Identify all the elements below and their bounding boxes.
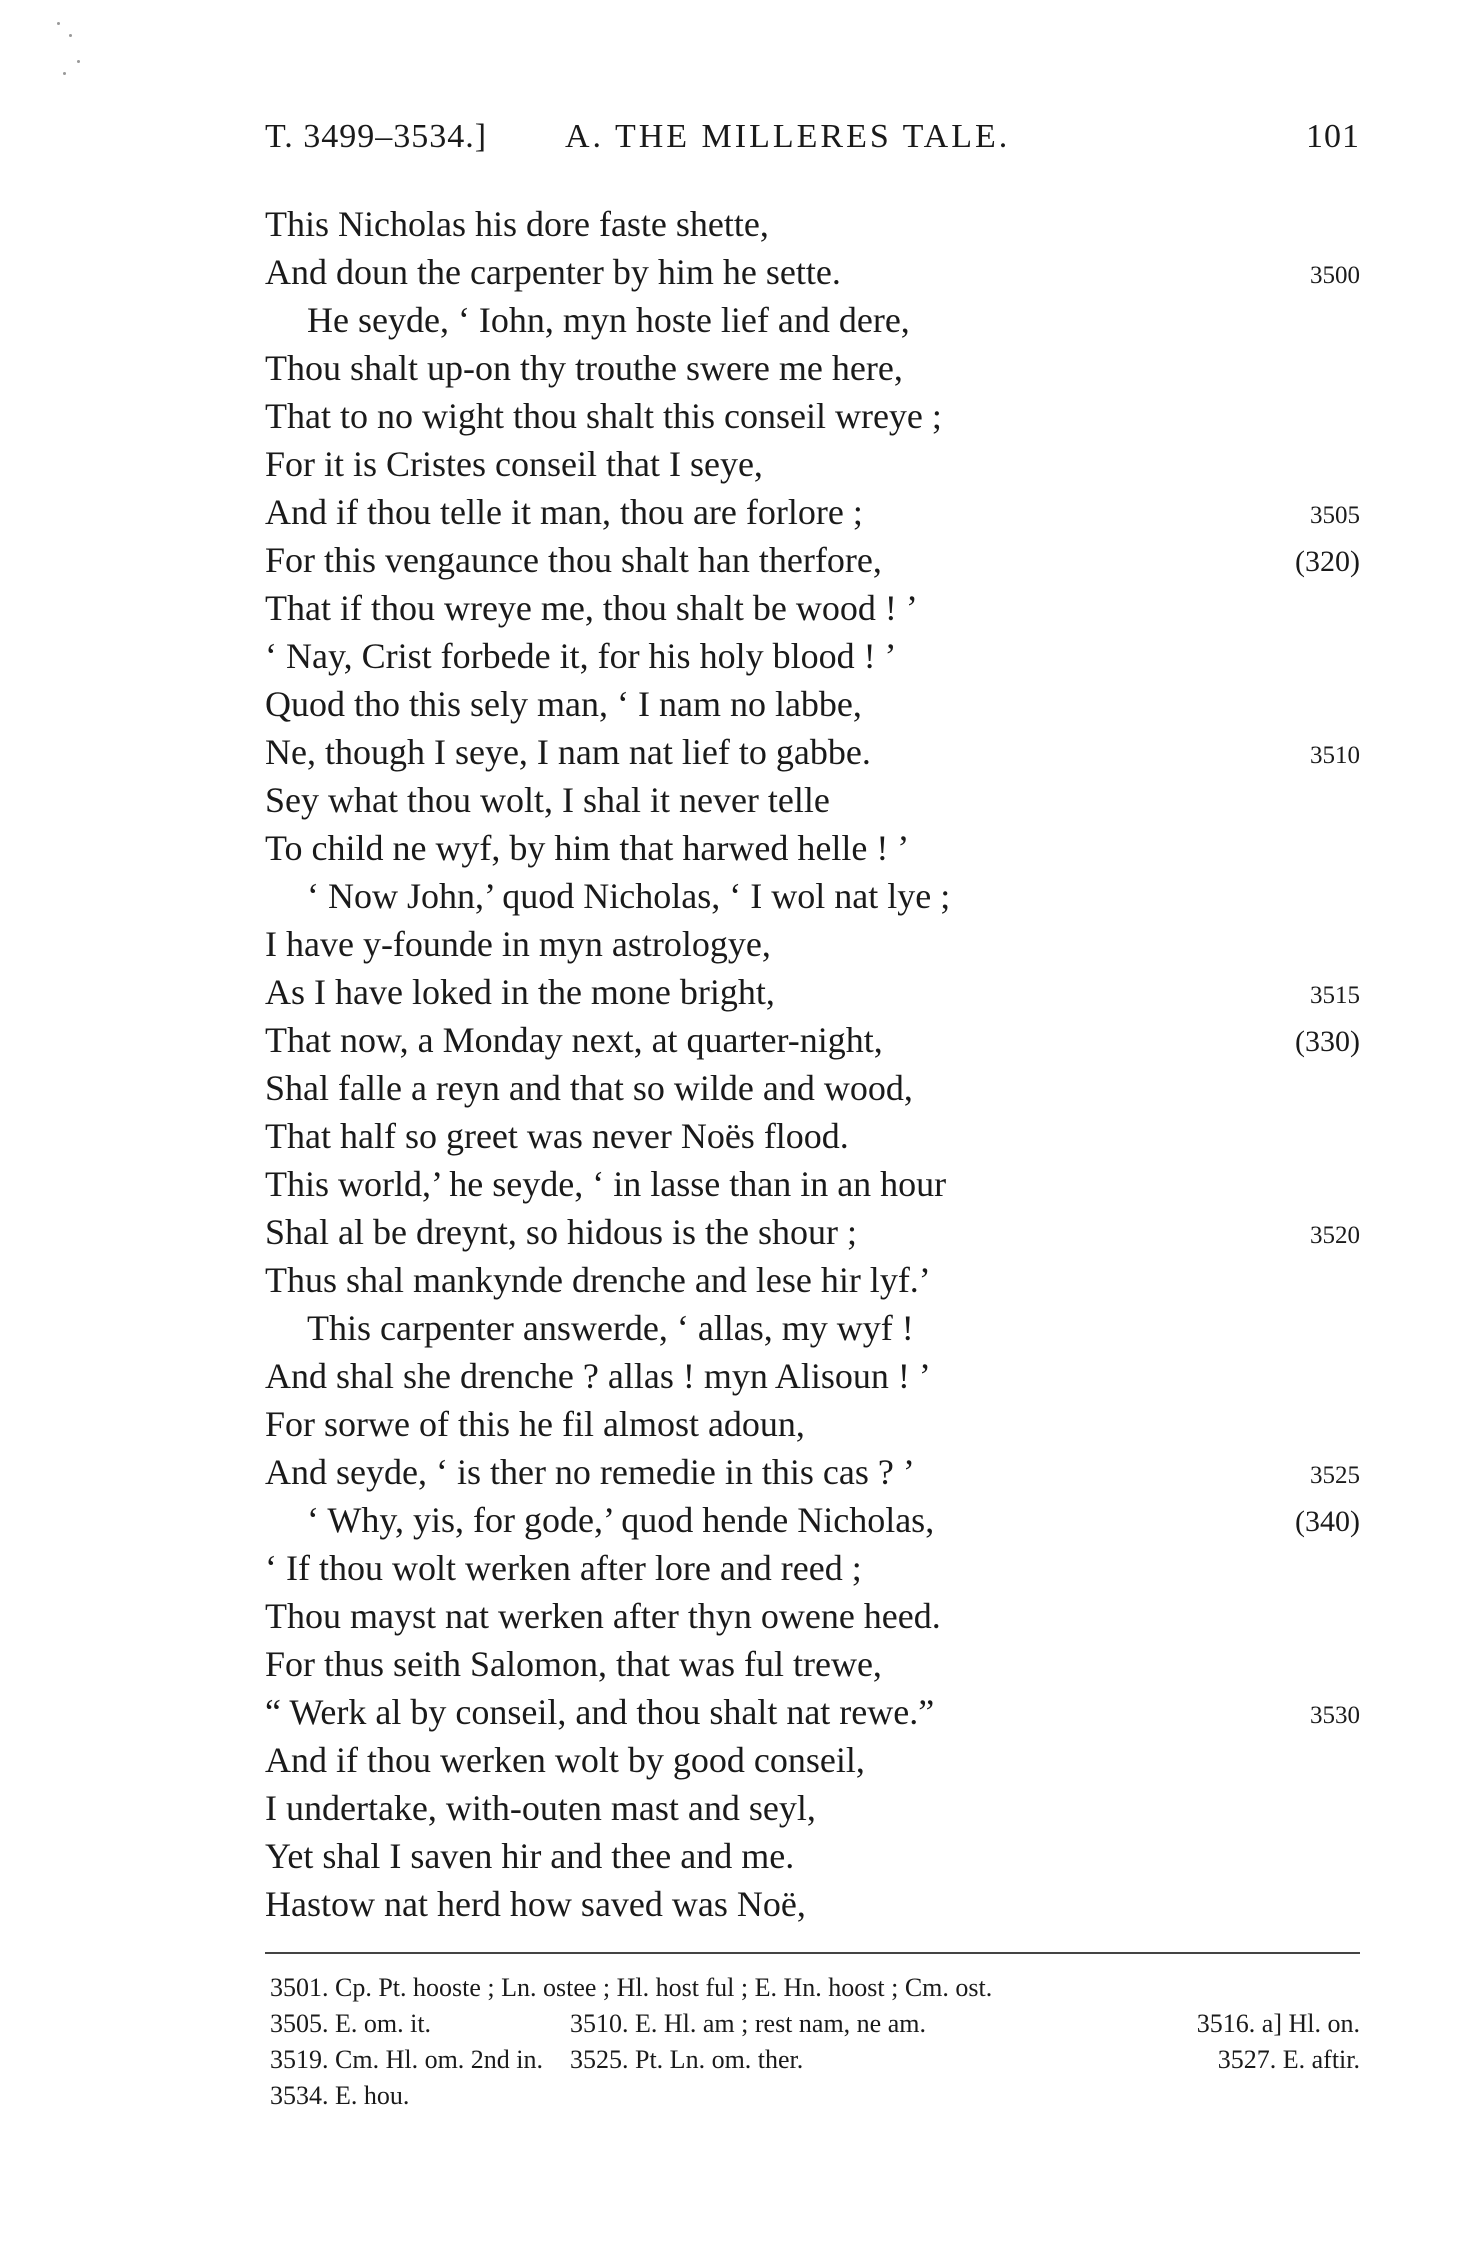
note-entry: 3516. a] Hl. on. bbox=[1196, 2009, 1360, 2038]
verse-text: Quod tho this sely man, ‘ I nam no labbe, bbox=[265, 684, 862, 724]
verse-line bbox=[265, 1544, 1360, 1592]
verse-text: Thou shalt up-on thy trouthe swere me here, bbox=[265, 348, 903, 388]
verse-line bbox=[265, 776, 1360, 824]
verse-text: That if thou wreye me, thou shalt be wood ! ’ bbox=[265, 588, 918, 628]
verse-line bbox=[265, 1208, 1360, 1256]
alt-line-number: (340) bbox=[1295, 1505, 1360, 1538]
note-entry: 3505. E. om. it. bbox=[270, 2009, 432, 2038]
verse-line bbox=[265, 536, 1360, 584]
verse-text: And doun the carpenter by him he sette. bbox=[265, 252, 841, 292]
verse-line bbox=[265, 344, 1360, 392]
verse-text: ‘ Nay, Crist forbede it, for his holy blood ! ’ bbox=[265, 636, 897, 676]
header-title: A. THE MILLERES TALE. bbox=[565, 118, 1011, 155]
verse-text: I have y-founde in myn astrologye, bbox=[265, 924, 771, 964]
note-entry: 3501. Cp. Pt. hooste ; Ln. ostee ; Hl. host ful ; E. Hn. hoost ; Cm. ost. bbox=[270, 1973, 993, 2002]
verse-line bbox=[265, 248, 1360, 296]
verse-text: For thus seith Salomon, that was ful trewe, bbox=[265, 1644, 882, 1684]
note-entry: 3527. E. aftir. bbox=[1217, 2045, 1360, 2074]
verse-text: That now, a Monday next, at quarter-night, bbox=[265, 1020, 883, 1060]
verse-text: For sorwe of this he fil almost adoun, bbox=[265, 1404, 805, 1444]
verse-line bbox=[265, 872, 1360, 920]
line-number: 3515 bbox=[1310, 982, 1360, 1009]
verse-text: As I have loked in the mone bright, bbox=[265, 972, 775, 1012]
verse-line bbox=[265, 200, 1360, 248]
verse-line bbox=[265, 392, 1360, 440]
note-entry: 3510. E. Hl. am ; rest nam, ne am. bbox=[570, 2009, 926, 2038]
verse-text: “ Werk al by conseil, and thou shalt nat rewe.” bbox=[265, 1692, 935, 1732]
line-number: 3505 bbox=[1310, 502, 1360, 529]
note-row bbox=[270, 1970, 1360, 2006]
verse-line bbox=[265, 1256, 1360, 1304]
verse-line bbox=[265, 1640, 1360, 1688]
running-header bbox=[265, 118, 1360, 166]
verse-line bbox=[265, 1160, 1360, 1208]
verse-text: Ne, though I seye, I nam nat lief to gabbe. bbox=[265, 732, 871, 772]
verse-line bbox=[265, 1448, 1360, 1496]
verse-line bbox=[265, 920, 1360, 968]
verse-text: This Nicholas his dore faste shette, bbox=[265, 204, 769, 244]
line-number: 3520 bbox=[1310, 1222, 1360, 1249]
line-number: 3500 bbox=[1310, 262, 1360, 289]
verse-text: Thus shal mankynde drenche and lese hir lyf.’ bbox=[265, 1260, 931, 1300]
verse-text: That half so greet was never Noës flood. bbox=[265, 1116, 849, 1156]
verse-line bbox=[265, 824, 1360, 872]
header-line-range: T. 3499–3534.] bbox=[265, 118, 488, 155]
line-number: 3530 bbox=[1310, 1702, 1360, 1729]
verse-line bbox=[265, 728, 1360, 776]
verse-line bbox=[265, 1880, 1360, 1928]
verse-text: ‘ Why, yis, for gode,’ quod hende Nicholas, bbox=[307, 1500, 935, 1540]
line-number: 3510 bbox=[1310, 742, 1360, 769]
verse-line bbox=[265, 440, 1360, 488]
verse-text: ‘ Now John,’ quod Nicholas, ‘ I wol nat lye ; bbox=[307, 876, 951, 916]
verse-line bbox=[265, 1016, 1360, 1064]
footnote-rule bbox=[265, 1952, 1360, 1954]
verse-text: Shal al be dreynt, so hidous is the shour ; bbox=[265, 1212, 857, 1252]
verse-line bbox=[265, 1064, 1360, 1112]
alt-line-number: (320) bbox=[1295, 545, 1360, 578]
verse-line bbox=[265, 1784, 1360, 1832]
verse-text: For it is Cristes conseil that I seye, bbox=[265, 444, 763, 484]
verse-line bbox=[265, 968, 1360, 1016]
verse-text: And if thou telle it man, thou are forlore ; bbox=[265, 492, 863, 532]
verse-line bbox=[265, 1304, 1360, 1352]
note-entry: 3519. Cm. Hl. om. 2nd in. bbox=[270, 2045, 544, 2074]
verse-line bbox=[265, 1112, 1360, 1160]
verse-text: Hastow nat herd how saved was Noë, bbox=[265, 1884, 806, 1924]
verse-line bbox=[265, 488, 1360, 536]
verse-text: I undertake, with-outen mast and seyl, bbox=[265, 1788, 816, 1828]
page-number: 101 bbox=[1306, 118, 1360, 155]
verse-text: This world,’ he seyde, ‘ in lasse than in an hour bbox=[265, 1164, 947, 1204]
verse-text: Shal falle a reyn and that so wilde and wood, bbox=[265, 1068, 913, 1108]
verse-line bbox=[265, 1496, 1360, 1544]
line-number: 3525 bbox=[1310, 1462, 1360, 1489]
verse-text: ‘ If thou wolt werken after lore and reed ; bbox=[265, 1548, 862, 1588]
verse-line bbox=[265, 680, 1360, 728]
verse-line bbox=[265, 1688, 1360, 1736]
verse-text: And shal she drenche ? allas ! myn Alisoun ! ’ bbox=[265, 1356, 931, 1396]
verse-text: Yet shal I saven hir and thee and me. bbox=[265, 1836, 795, 1876]
verse-line bbox=[265, 632, 1360, 680]
verse-text: To child ne wyf, by him that harwed helle ! ’ bbox=[265, 828, 910, 868]
verse-text: And if thou werken wolt by good conseil, bbox=[265, 1740, 865, 1780]
note-entry: 3525. Pt. Ln. om. ther. bbox=[570, 2045, 804, 2074]
verse-text: Thou mayst nat werken after thyn owene heed. bbox=[265, 1596, 941, 1636]
verse-line bbox=[265, 1832, 1360, 1880]
note-row bbox=[270, 2042, 1360, 2078]
alt-line-number: (330) bbox=[1295, 1025, 1360, 1058]
textual-notes bbox=[270, 1970, 1360, 2114]
verse-line bbox=[265, 1400, 1360, 1448]
verse-text: That to no wight thou shalt this conseil wreye ; bbox=[265, 396, 942, 436]
verse-line bbox=[265, 1592, 1360, 1640]
verse-line bbox=[265, 1736, 1360, 1784]
verse-block bbox=[265, 200, 1360, 1928]
verse-text: This carpenter answerde, ‘ allas, my wyf ! bbox=[307, 1308, 914, 1348]
verse-text: Sey what thou wolt, I shal it never telle bbox=[265, 780, 830, 820]
margin-specks bbox=[55, 20, 85, 80]
verse-line bbox=[265, 584, 1360, 632]
verse-line bbox=[265, 296, 1360, 344]
verse-text: He seyde, ‘ Iohn, myn hoste lief and dere, bbox=[307, 300, 910, 340]
verse-text: And seyde, ‘ is ther no remedie in this cas ? ’ bbox=[265, 1452, 915, 1492]
note-row bbox=[270, 2006, 1360, 2042]
verse-text: For this vengaunce thou shalt han therfore, bbox=[265, 540, 882, 580]
note-entry: 3534. E. hou. bbox=[270, 2081, 410, 2110]
note-row bbox=[270, 2078, 1360, 2114]
verse-line bbox=[265, 1352, 1360, 1400]
